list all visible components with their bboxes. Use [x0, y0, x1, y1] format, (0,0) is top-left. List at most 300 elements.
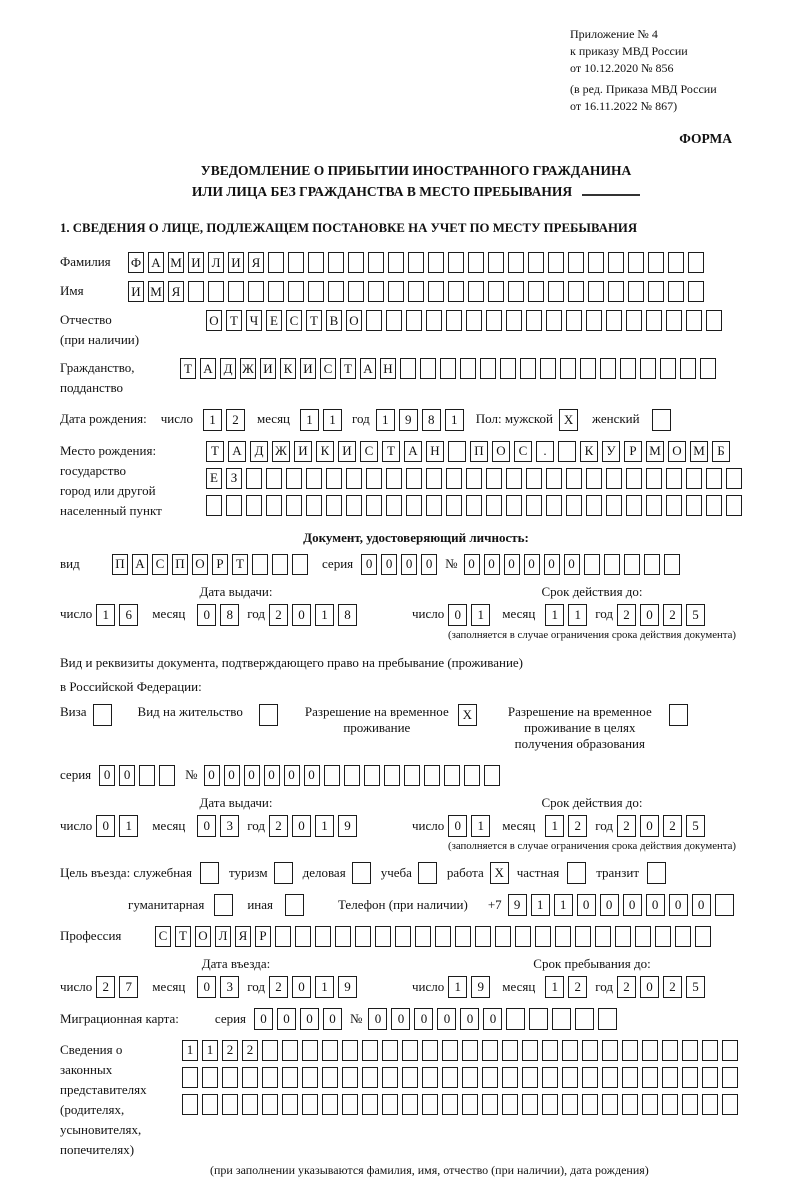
res-series-cells[interactable]	[99, 765, 179, 786]
char-cell[interactable]	[682, 1094, 698, 1115]
char-cell[interactable]: 0	[600, 894, 619, 916]
char-cell[interactable]: Ф	[128, 252, 144, 273]
temp-residence-edu-checkbox[interactable]	[669, 704, 692, 726]
char-cell[interactable]: 0	[448, 604, 467, 626]
char-cell[interactable]	[715, 894, 734, 916]
char-cell[interactable]	[262, 1040, 278, 1061]
char-cell[interactable]: Л	[208, 252, 224, 273]
surname-cells[interactable]	[128, 252, 708, 273]
entry-month-cells[interactable]	[197, 976, 243, 998]
char-cell[interactable]	[368, 281, 384, 302]
char-cell[interactable]	[482, 1040, 498, 1061]
char-cell[interactable]	[528, 252, 544, 273]
char-cell[interactable]: 3	[220, 976, 239, 998]
char-cell[interactable]	[642, 1067, 658, 1088]
residence-permit-checkbox[interactable]	[259, 704, 282, 726]
char-cell[interactable]	[566, 310, 582, 331]
doc-valid-year-cells[interactable]	[617, 604, 709, 626]
char-cell[interactable]: .	[536, 441, 554, 462]
char-cell[interactable]: 2	[663, 976, 682, 998]
char-cell[interactable]	[402, 1040, 418, 1061]
char-cell[interactable]	[382, 1094, 398, 1115]
doc-valid-day-cells[interactable]	[448, 604, 494, 626]
char-cell[interactable]	[446, 310, 462, 331]
char-cell[interactable]	[402, 1067, 418, 1088]
char-cell[interactable]	[208, 281, 224, 302]
char-cell[interactable]	[266, 468, 282, 489]
char-cell[interactable]: У	[602, 441, 620, 462]
char-cell[interactable]: О	[346, 310, 362, 331]
char-cell[interactable]	[466, 468, 482, 489]
char-cell[interactable]: Ж	[240, 358, 256, 379]
char-cell[interactable]	[680, 358, 696, 379]
char-cell[interactable]	[688, 281, 704, 302]
char-cell[interactable]	[586, 310, 602, 331]
char-cell[interactable]: 0	[292, 976, 311, 998]
char-cell[interactable]: О	[206, 310, 222, 331]
char-cell[interactable]	[202, 1067, 218, 1088]
char-cell[interactable]	[468, 252, 484, 273]
char-cell[interactable]	[322, 1040, 338, 1061]
char-cell[interactable]: О	[492, 441, 510, 462]
res-issue-month-cells[interactable]	[197, 815, 243, 837]
char-cell[interactable]	[575, 1008, 594, 1030]
char-cell[interactable]: 2	[617, 604, 636, 626]
char-cell[interactable]: Т	[180, 358, 196, 379]
char-cell[interactable]	[444, 765, 460, 786]
char-cell[interactable]	[562, 1067, 578, 1088]
char-cell[interactable]	[342, 1040, 358, 1061]
char-cell[interactable]	[462, 1040, 478, 1061]
char-cell[interactable]: 0	[464, 554, 480, 575]
char-cell[interactable]	[308, 281, 324, 302]
char-cell[interactable]	[460, 358, 476, 379]
char-cell[interactable]	[335, 926, 351, 947]
doc-type-cells[interactable]	[112, 554, 312, 575]
char-cell[interactable]: М	[148, 281, 164, 302]
char-cell[interactable]	[528, 281, 544, 302]
char-cell[interactable]: В	[326, 310, 342, 331]
char-cell[interactable]	[682, 1040, 698, 1061]
char-cell[interactable]: 0	[623, 894, 642, 916]
char-cell[interactable]	[562, 1094, 578, 1115]
char-cell[interactable]: Я	[248, 252, 264, 273]
char-cell[interactable]: 1	[531, 894, 550, 916]
char-cell[interactable]	[362, 1094, 378, 1115]
legal-reps-row2-cells[interactable]	[182, 1067, 742, 1088]
char-cell[interactable]: 1	[568, 604, 587, 626]
char-cell[interactable]	[302, 1094, 318, 1115]
char-cell[interactable]	[500, 358, 516, 379]
char-cell[interactable]: 1	[182, 1040, 198, 1061]
char-cell[interactable]	[646, 310, 662, 331]
char-cell[interactable]: 2	[269, 604, 288, 626]
char-cell[interactable]	[526, 495, 542, 516]
entry-day-cells[interactable]	[96, 976, 142, 998]
char-cell[interactable]	[568, 281, 584, 302]
char-cell[interactable]: И	[294, 441, 312, 462]
res-valid-year-cells[interactable]	[617, 815, 709, 837]
char-cell[interactable]	[526, 310, 542, 331]
char-cell[interactable]	[584, 554, 600, 575]
char-cell[interactable]: 0	[692, 894, 711, 916]
char-cell[interactable]	[552, 1008, 571, 1030]
char-cell[interactable]: З	[226, 468, 242, 489]
birth-day-cells[interactable]	[203, 409, 249, 431]
purpose-humanitarian-checkbox[interactable]	[214, 894, 237, 916]
char-cell[interactable]	[446, 468, 462, 489]
char-cell[interactable]	[422, 1067, 438, 1088]
char-cell[interactable]	[480, 358, 496, 379]
purpose-official-checkbox[interactable]	[200, 862, 223, 884]
char-cell[interactable]	[506, 495, 522, 516]
char-cell[interactable]: А	[132, 554, 148, 575]
char-cell[interactable]	[722, 1094, 738, 1115]
char-cell[interactable]	[382, 1067, 398, 1088]
char-cell[interactable]	[272, 554, 288, 575]
char-cell[interactable]: 0	[483, 1008, 502, 1030]
char-cell[interactable]	[542, 1094, 558, 1115]
char-cell[interactable]	[669, 704, 688, 726]
char-cell[interactable]: Т	[232, 554, 248, 575]
char-cell[interactable]	[695, 926, 711, 947]
char-cell[interactable]	[442, 1094, 458, 1115]
char-cell[interactable]: Н	[380, 358, 396, 379]
char-cell[interactable]	[252, 554, 268, 575]
char-cell[interactable]	[464, 765, 480, 786]
char-cell[interactable]	[326, 468, 342, 489]
char-cell[interactable]	[159, 765, 175, 786]
char-cell[interactable]	[386, 310, 402, 331]
char-cell[interactable]	[664, 554, 680, 575]
char-cell[interactable]	[202, 1094, 218, 1115]
char-cell[interactable]: 0	[669, 894, 688, 916]
char-cell[interactable]: 0	[264, 765, 280, 786]
char-cell[interactable]: 1	[554, 894, 573, 916]
char-cell[interactable]	[506, 468, 522, 489]
birth-month-cells[interactable]	[300, 409, 346, 431]
char-cell[interactable]	[302, 1067, 318, 1088]
char-cell[interactable]: 0	[300, 1008, 319, 1030]
char-cell[interactable]	[426, 495, 442, 516]
char-cell[interactable]: 0	[564, 554, 580, 575]
char-cell[interactable]: Б	[712, 441, 730, 462]
char-cell[interactable]: 1	[445, 409, 464, 431]
char-cell[interactable]	[647, 862, 666, 884]
char-cell[interactable]	[404, 765, 420, 786]
char-cell[interactable]	[615, 926, 631, 947]
char-cell[interactable]	[580, 358, 596, 379]
char-cell[interactable]: П	[172, 554, 188, 575]
char-cell[interactable]	[586, 495, 602, 516]
char-cell[interactable]	[402, 1094, 418, 1115]
char-cell[interactable]	[348, 281, 364, 302]
char-cell[interactable]: И	[128, 281, 144, 302]
char-cell[interactable]	[248, 281, 264, 302]
char-cell[interactable]	[488, 252, 504, 273]
char-cell[interactable]	[666, 495, 682, 516]
legal-reps-row3-cells[interactable]	[182, 1094, 742, 1115]
char-cell[interactable]: Р	[255, 926, 271, 947]
char-cell[interactable]: 0	[640, 976, 659, 998]
char-cell[interactable]	[93, 704, 112, 726]
char-cell[interactable]	[562, 1040, 578, 1061]
char-cell[interactable]: 0	[292, 604, 311, 626]
char-cell[interactable]: 2	[222, 1040, 238, 1061]
char-cell[interactable]	[406, 310, 422, 331]
char-cell[interactable]	[582, 1067, 598, 1088]
char-cell[interactable]	[660, 358, 676, 379]
char-cell[interactable]	[620, 358, 636, 379]
char-cell[interactable]: И	[260, 358, 276, 379]
char-cell[interactable]	[604, 554, 620, 575]
char-cell[interactable]: 0	[646, 894, 665, 916]
char-cell[interactable]: Т	[226, 310, 242, 331]
char-cell[interactable]	[522, 1040, 538, 1061]
char-cell[interactable]	[406, 468, 422, 489]
char-cell[interactable]	[702, 1067, 718, 1088]
char-cell[interactable]	[726, 495, 742, 516]
char-cell[interactable]: 0	[254, 1008, 273, 1030]
char-cell[interactable]	[455, 926, 471, 947]
char-cell[interactable]	[242, 1067, 258, 1088]
char-cell[interactable]	[188, 281, 204, 302]
char-cell[interactable]	[415, 926, 431, 947]
char-cell[interactable]: 1	[545, 604, 564, 626]
char-cell[interactable]	[326, 495, 342, 516]
legal-reps-row1-cells[interactable]	[182, 1040, 742, 1061]
char-cell[interactable]	[526, 468, 542, 489]
char-cell[interactable]	[306, 495, 322, 516]
char-cell[interactable]: М	[690, 441, 708, 462]
char-cell[interactable]	[346, 468, 362, 489]
doc-issue-month-cells[interactable]	[197, 604, 243, 626]
char-cell[interactable]	[622, 1094, 638, 1115]
char-cell[interactable]	[139, 765, 155, 786]
mig-number-cells[interactable]	[368, 1008, 621, 1030]
char-cell[interactable]: 2	[663, 604, 682, 626]
char-cell[interactable]	[395, 926, 411, 947]
citizenship-cells[interactable]	[180, 358, 720, 379]
char-cell[interactable]	[548, 281, 564, 302]
char-cell[interactable]	[268, 252, 284, 273]
birth-place-row3-cells[interactable]	[206, 495, 746, 516]
char-cell[interactable]	[635, 926, 651, 947]
char-cell[interactable]	[546, 495, 562, 516]
char-cell[interactable]	[700, 358, 716, 379]
char-cell[interactable]	[722, 1067, 738, 1088]
res-valid-day-cells[interactable]	[448, 815, 494, 837]
char-cell[interactable]: 5	[686, 976, 705, 998]
char-cell[interactable]	[428, 281, 444, 302]
char-cell[interactable]: А	[200, 358, 216, 379]
char-cell[interactable]	[315, 926, 331, 947]
char-cell[interactable]: 9	[338, 815, 357, 837]
char-cell[interactable]	[400, 358, 416, 379]
char-cell[interactable]: Ч	[246, 310, 262, 331]
char-cell[interactable]: 1	[471, 815, 490, 837]
birth-place-row1-cells[interactable]	[206, 441, 746, 462]
char-cell[interactable]	[515, 926, 531, 947]
char-cell[interactable]: Ж	[272, 441, 290, 462]
char-cell[interactable]: Т	[206, 441, 224, 462]
char-cell[interactable]	[628, 281, 644, 302]
char-cell[interactable]	[324, 765, 340, 786]
purpose-private-checkbox[interactable]	[567, 862, 590, 884]
char-cell[interactable]	[646, 495, 662, 516]
char-cell[interactable]	[418, 862, 437, 884]
char-cell[interactable]: К	[316, 441, 334, 462]
char-cell[interactable]	[328, 252, 344, 273]
char-cell[interactable]: С	[320, 358, 336, 379]
char-cell[interactable]	[535, 926, 551, 947]
char-cell[interactable]	[442, 1040, 458, 1061]
char-cell[interactable]	[428, 252, 444, 273]
char-cell[interactable]	[246, 495, 262, 516]
char-cell[interactable]	[568, 252, 584, 273]
char-cell[interactable]: И	[300, 358, 316, 379]
char-cell[interactable]	[388, 252, 404, 273]
char-cell[interactable]	[214, 894, 233, 916]
char-cell[interactable]	[475, 926, 491, 947]
female-checkbox[interactable]	[652, 409, 675, 431]
char-cell[interactable]	[466, 310, 482, 331]
birth-year-cells[interactable]	[376, 409, 468, 431]
char-cell[interactable]	[486, 468, 502, 489]
char-cell[interactable]	[575, 926, 591, 947]
char-cell[interactable]	[206, 495, 222, 516]
char-cell[interactable]	[648, 281, 664, 302]
char-cell[interactable]	[666, 468, 682, 489]
char-cell[interactable]: 0	[391, 1008, 410, 1030]
purpose-tourism-checkbox[interactable]	[274, 862, 297, 884]
char-cell[interactable]: 1	[545, 976, 564, 998]
char-cell[interactable]: 0	[544, 554, 560, 575]
char-cell[interactable]	[226, 495, 242, 516]
char-cell[interactable]: 1	[300, 409, 319, 431]
char-cell[interactable]	[375, 926, 391, 947]
char-cell[interactable]: 8	[422, 409, 441, 431]
char-cell[interactable]	[228, 281, 244, 302]
char-cell[interactable]	[646, 468, 662, 489]
char-cell[interactable]: С	[286, 310, 302, 331]
char-cell[interactable]	[448, 252, 464, 273]
entry-year-cells[interactable]	[269, 976, 361, 998]
char-cell[interactable]	[606, 310, 622, 331]
char-cell[interactable]	[222, 1094, 238, 1115]
char-cell[interactable]	[548, 252, 564, 273]
char-cell[interactable]: 3	[220, 815, 239, 837]
char-cell[interactable]: 0	[361, 554, 377, 575]
char-cell[interactable]	[522, 1067, 538, 1088]
char-cell[interactable]	[348, 252, 364, 273]
char-cell[interactable]: 0	[304, 765, 320, 786]
char-cell[interactable]	[182, 1067, 198, 1088]
char-cell[interactable]	[288, 252, 304, 273]
char-cell[interactable]	[666, 310, 682, 331]
char-cell[interactable]	[382, 1040, 398, 1061]
char-cell[interactable]	[342, 1067, 358, 1088]
char-cell[interactable]	[424, 765, 440, 786]
char-cell[interactable]	[302, 1040, 318, 1061]
char-cell[interactable]: К	[580, 441, 598, 462]
char-cell[interactable]	[582, 1094, 598, 1115]
stay-month-cells[interactable]	[545, 976, 591, 998]
char-cell[interactable]	[529, 1008, 548, 1030]
purpose-business-checkbox[interactable]	[352, 862, 375, 884]
char-cell[interactable]: 0	[421, 554, 437, 575]
char-cell[interactable]: И	[188, 252, 204, 273]
char-cell[interactable]: Д	[250, 441, 268, 462]
char-cell[interactable]: 1	[315, 815, 334, 837]
purpose-study-checkbox[interactable]	[418, 862, 441, 884]
char-cell[interactable]	[266, 495, 282, 516]
char-cell[interactable]	[484, 765, 500, 786]
char-cell[interactable]: 7	[119, 976, 138, 998]
char-cell[interactable]	[644, 554, 660, 575]
char-cell[interactable]: 0	[448, 815, 467, 837]
res-valid-month-cells[interactable]	[545, 815, 591, 837]
char-cell[interactable]: 9	[508, 894, 527, 916]
char-cell[interactable]: 0	[197, 976, 216, 998]
char-cell[interactable]: 9	[338, 976, 357, 998]
res-number-cells[interactable]	[204, 765, 504, 786]
char-cell[interactable]: 0	[401, 554, 417, 575]
char-cell[interactable]	[662, 1094, 678, 1115]
char-cell[interactable]: 0	[640, 815, 659, 837]
char-cell[interactable]	[608, 281, 624, 302]
char-cell[interactable]: 5	[686, 604, 705, 626]
char-cell[interactable]	[706, 495, 722, 516]
char-cell[interactable]	[648, 252, 664, 273]
char-cell[interactable]: 2	[269, 815, 288, 837]
char-cell[interactable]	[406, 495, 422, 516]
char-cell[interactable]	[508, 252, 524, 273]
char-cell[interactable]	[182, 1094, 198, 1115]
doc-number-cells[interactable]	[464, 554, 684, 575]
char-cell[interactable]	[288, 281, 304, 302]
char-cell[interactable]	[386, 468, 402, 489]
char-cell[interactable]	[608, 252, 624, 273]
char-cell[interactable]	[682, 1067, 698, 1088]
char-cell[interactable]: Я	[235, 926, 251, 947]
char-cell[interactable]	[686, 310, 702, 331]
char-cell[interactable]	[602, 1067, 618, 1088]
char-cell[interactable]: 1	[203, 409, 222, 431]
char-cell[interactable]	[582, 1040, 598, 1061]
char-cell[interactable]: 0	[119, 765, 135, 786]
char-cell[interactable]: 0	[323, 1008, 342, 1030]
char-cell[interactable]	[600, 358, 616, 379]
char-cell[interactable]	[566, 468, 582, 489]
char-cell[interactable]	[726, 468, 742, 489]
char-cell[interactable]	[686, 495, 702, 516]
char-cell[interactable]: 1	[202, 1040, 218, 1061]
char-cell[interactable]: 0	[292, 815, 311, 837]
phone-cells[interactable]	[508, 894, 738, 916]
char-cell[interactable]: О	[192, 554, 208, 575]
char-cell[interactable]	[366, 495, 382, 516]
char-cell[interactable]	[246, 468, 262, 489]
char-cell[interactable]: X	[458, 704, 477, 726]
visa-checkbox[interactable]	[93, 704, 116, 726]
char-cell[interactable]	[440, 358, 456, 379]
char-cell[interactable]: 2	[96, 976, 115, 998]
char-cell[interactable]	[502, 1040, 518, 1061]
char-cell[interactable]	[486, 310, 502, 331]
char-cell[interactable]: 0	[197, 815, 216, 837]
char-cell[interactable]	[462, 1067, 478, 1088]
